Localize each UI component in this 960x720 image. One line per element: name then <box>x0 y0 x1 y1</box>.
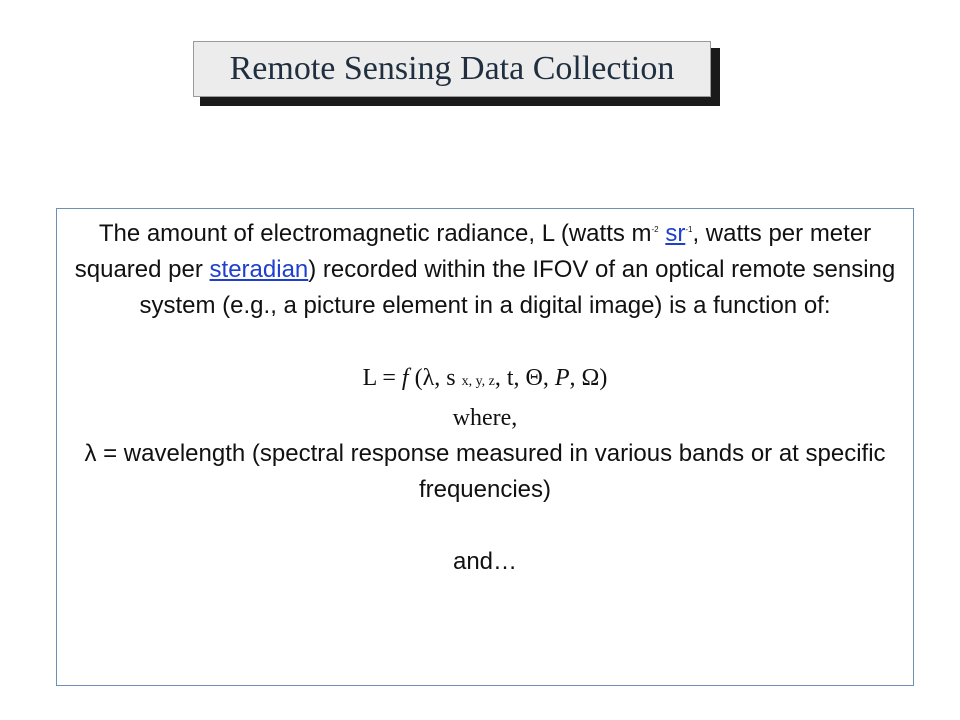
slide-content <box>70 216 900 580</box>
spacer <box>70 324 900 360</box>
where-label: where, <box>452 405 518 431</box>
equation-function: f <box>401 365 409 391</box>
equation-mid: , t, Θ, <box>494 365 555 391</box>
and-label: and… <box>452 548 518 575</box>
title-box <box>193 41 711 97</box>
steradian-link[interactable]: steradian <box>209 256 309 283</box>
superscript-minus-1: -1 <box>685 225 693 234</box>
radiance-equation <box>70 360 900 400</box>
equation-open: (λ, s <box>408 365 462 391</box>
paragraph-part3: ) recorded within the IFOV of an optical remote sensing system (e.g., a picture element in a digital image) is a function of: <box>139 256 896 319</box>
equation-lhs: L = <box>362 365 402 391</box>
superscript-minus-2: -2 <box>651 225 659 234</box>
paragraph-part2: , watts per meter squared per <box>74 220 872 283</box>
slide-title: Remote Sensing Data Collection <box>229 50 675 87</box>
radiance-paragraph <box>70 216 900 324</box>
equation-close: , Ω) <box>569 365 608 391</box>
spacer <box>70 508 900 544</box>
equation-p: P <box>554 365 570 391</box>
paragraph-part1: The amount of electromagnetic radiance, L (watts m <box>98 220 652 247</box>
lambda-definition: λ = wavelength (spectral response measured in various bands or at specific frequencies) <box>84 440 886 503</box>
equation-subscript: x, y, z <box>461 374 495 389</box>
sr-link[interactable]: sr <box>665 220 686 247</box>
